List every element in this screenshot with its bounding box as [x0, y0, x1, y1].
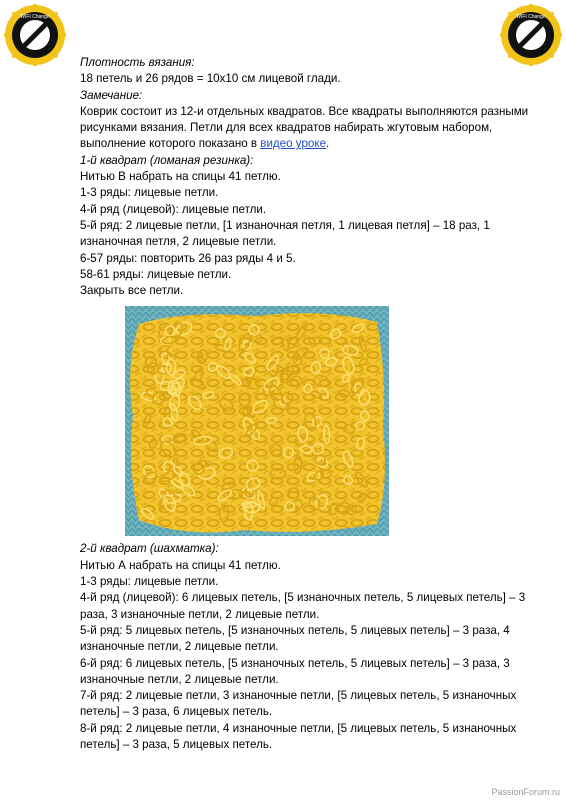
square1-row: 5-й ряд: 2 лицевые петли, [1 изнаночная петля, 1 лицевая петля] – 18 раз, 1 изнаночная петля, 2 лицевые петли.: [80, 218, 490, 249]
footer-watermark: PassionForum.ru: [491, 787, 560, 797]
square2-row: Нитью А набрать на спицы 41 петлю.: [80, 558, 281, 572]
square1-row: 6-57 ряды: повторить 26 раз ряды 4 и 5.: [80, 251, 296, 265]
badge-text-left: WIFI Change: [20, 14, 50, 20]
density-text: 18 петель и 26 рядов = 10х10 см лицевой глади.: [80, 72, 341, 86]
square2-heading: 2-й квадрат (шахматка):: [80, 542, 219, 556]
square1-row: 4-й ряд (лицевой): лицевые петли.: [80, 202, 267, 216]
square2-row: 7-й ряд: 2 лицевые петли, 3 изнаночные петли, [5 лицевых петель, 5 изнаночных петель] – 3 раза, 6 лицевых петель.: [80, 689, 517, 719]
note-heading: Замечание:: [80, 88, 143, 102]
square1-heading: 1-й квадрат (ломаная резинка):: [80, 153, 254, 167]
square1-row: 1-3 ряды: лицевые петли.: [80, 186, 219, 200]
note-text: Коврик состоит из 12-и отдельных квадратов. Все квадраты выполняются разными рисунками вязания. Петли для всех квадратов набирать жгутовым набором, выполнение которого показано в: [80, 104, 529, 151]
note-text-end: .: [326, 137, 330, 151]
note-paragraph: [80, 104, 540, 153]
loop-stitch-image: [125, 306, 389, 536]
badge-text-right: WIFI Change: [516, 14, 546, 20]
knitted-square-photo: [125, 306, 389, 536]
square2-row: 1-3 ряды: лицевые петли.: [80, 575, 219, 589]
square2-row: 4-й ряд (лицевой): 6 лицевых петель, [5 изнаночных петель, 5 лицевых петель] – 3 раза, 3 изнаночные петли, 2 лицевые петли.: [80, 591, 526, 621]
square2-row: 6-й ряд: 6 лицевых петель, [5 изнаночных петель, 5 лицевых петель] – 3 раза, 3 изнаночные петли, 2 лицевые петли.: [80, 656, 510, 686]
square2-row: 5-й ряд: 5 лицевых петель, [5 изнаночных петель, 5 лицевых петель] – 3 раза, 4 изнаночные петли, 2 лицевые петли.: [80, 623, 510, 654]
square2-row: 8-й ряд: 2 лицевые петли, 4 изнаночные петли, [5 лицевых петель, 5 изнаночных петель] – 3 раза, 5 лицевых петель.: [80, 721, 517, 752]
square1-row: 58-61 ряды: лицевые петли.: [80, 267, 232, 281]
density-heading: Плотность вязания:: [80, 56, 195, 69]
square1-row: Закрыть все петли.: [80, 284, 184, 298]
badge-logo-left: [4, 4, 66, 66]
document-body: [80, 55, 540, 753]
video-lesson-link[interactable]: видео уроке: [260, 137, 327, 151]
square1-row: Нитью В набрать на спицы 41 петлю.: [80, 170, 281, 184]
